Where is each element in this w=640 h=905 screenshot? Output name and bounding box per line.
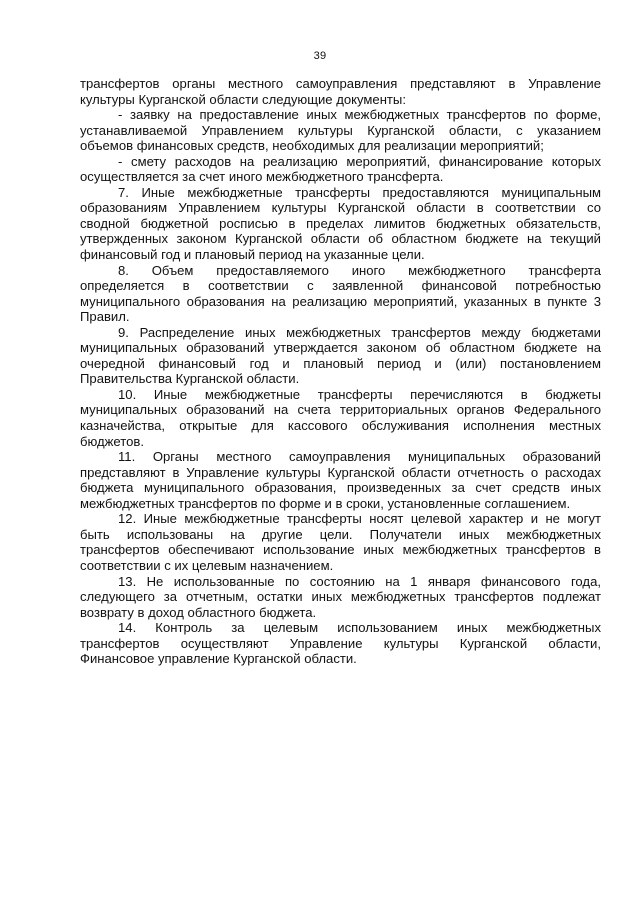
- paragraph: [80, 449, 601, 511]
- text-line: Правительства Курганской области.: [80, 371, 300, 387]
- document-body: [80, 76, 601, 667]
- paragraph: [80, 574, 601, 621]
- paragraph: [80, 154, 601, 185]
- text-line: трансфертов органы местного самоуправления представляют в Управление: [80, 76, 601, 91]
- text-line: сводной бюджетной росписью в пределах лимитов бюджетных обязательств,: [80, 215, 601, 231]
- text-line: межбюджетных трансфертов по форме и в сроки, установленные соглашением.: [80, 495, 571, 511]
- text-line: возврату в доход областного бюджета.: [80, 604, 317, 620]
- text-line: представляют в Управление культуры Курганской области отчетность о расходах: [80, 464, 601, 480]
- paragraph: [80, 387, 601, 449]
- text-line: культуры Курганской области следующие документы:: [80, 91, 406, 107]
- text-line: объемов финансовых средств, необходимых для реализации мероприятий;: [80, 138, 544, 154]
- text-line: устанавливаемой Управлением культуры Курганской области, с указанием: [80, 122, 601, 138]
- text-line: казначейства, открытые для кассового обслуживания исполнения местных: [80, 418, 601, 434]
- paragraph: [80, 185, 601, 263]
- text-line: муниципального образования на реализацию мероприятий, указанных в пункте 3: [80, 293, 601, 309]
- text-line: следующего за отчетным, остатки иных межбюджетных трансфертов подлежат: [80, 589, 601, 605]
- text-line: 14. Контроль за целевым использованием иных межбюджетных: [118, 620, 601, 636]
- text-line: Финансовое управление Курганской области.: [80, 651, 357, 667]
- paragraph: [80, 263, 601, 325]
- paragraph: [80, 325, 601, 387]
- text-line: 12. Иные межбюджетные трансферты носят целевой характер и не могут: [118, 511, 601, 527]
- paragraph: [80, 76, 601, 107]
- text-line: финансовый год и плановый период на указанные цели.: [80, 247, 425, 263]
- paragraph: [80, 107, 601, 154]
- text-line: соответствии с их целевым назначением.: [80, 557, 334, 573]
- text-line: 11. Органы местного самоуправления муниципальных образований: [118, 449, 601, 465]
- page-number: 39: [313, 50, 327, 62]
- text-line: бюджета муниципального образования, произведенных за счет средств иных: [80, 480, 601, 496]
- text-line: муниципальных образований утверждается законом об областном бюджете на: [80, 340, 601, 356]
- text-line: определяется в соответствии с заявленной финансовой потребностью: [80, 278, 601, 294]
- text-line: утвержденных законом Курганской области об областном бюджете на текущий: [80, 231, 601, 247]
- text-line: бюджетов.: [80, 433, 145, 449]
- text-line: - смету расходов на реализацию мероприятий, финансирование которых: [118, 153, 601, 169]
- text-line: 8. Объем предоставляемого иного межбюджетного трансферта: [118, 262, 601, 278]
- text-line: 7. Иные межбюджетные трансферты предоставляются муниципальным: [118, 184, 601, 200]
- text-line: - заявку на предоставление иных межбюджетных трансфертов по форме,: [118, 107, 601, 123]
- text-line: 9. Распределение иных межбюджетных трансфертов между бюджетами: [118, 324, 601, 340]
- text-line: 13. Не использованные по состоянию на 1 января финансового года,: [118, 573, 601, 589]
- paragraph: [80, 511, 601, 573]
- paragraph: [80, 620, 601, 667]
- text-line: Правил.: [80, 309, 130, 325]
- text-line: очередной финансовый год и плановый период и (или) постановлением: [80, 355, 601, 371]
- text-line: образованиям Управлением культуры Курганской области в соответствии со: [80, 200, 601, 216]
- text-line: трансфертов обеспечивают использование иных межбюджетных трансфертов в: [80, 542, 601, 558]
- text-line: муниципальных образований на счета территориальных органов Федерального: [80, 402, 601, 418]
- text-line: трансфертов осуществляют Управление культуры Курганской области,: [80, 635, 601, 651]
- text-line: 10. Иные межбюджетные трансферты перечисляются в бюджеты: [118, 386, 601, 402]
- text-line: быть использованы на другие цели. Получатели иных межбюджетных: [80, 526, 601, 542]
- text-line: осуществляется за счет иного межбюджетного трансферта.: [80, 169, 444, 185]
